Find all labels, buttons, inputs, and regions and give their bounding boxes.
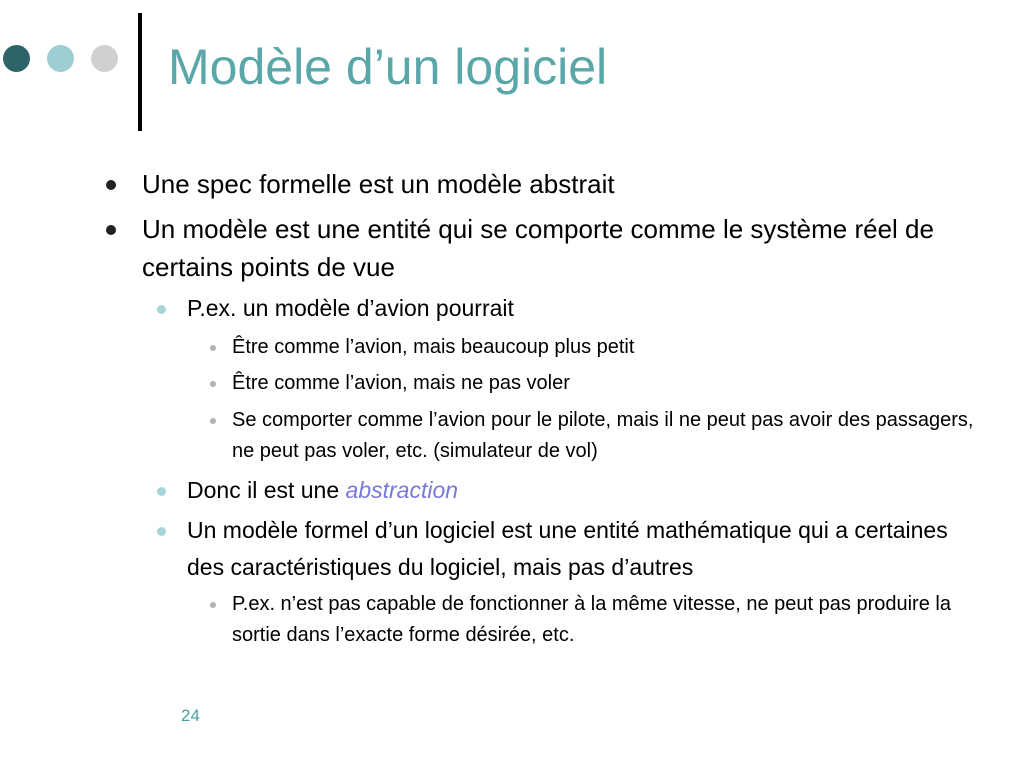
bullet-item bbox=[142, 210, 1002, 286]
page-number: 24 bbox=[181, 706, 200, 725]
slide-title: Modèle d’un logiciel bbox=[168, 39, 608, 95]
sub-bullet-dot bbox=[157, 305, 166, 314]
title-divider bbox=[138, 13, 142, 131]
decor-dot-light bbox=[47, 45, 74, 72]
sub-bullet-text: Un modèle formel d’un logiciel est une entité mathématique qui a certaines des caractéristiques du logiciel, mais pas d’autres bbox=[187, 517, 948, 580]
sub-sub-bullet-dot bbox=[210, 418, 216, 424]
bullet-dot bbox=[106, 225, 116, 235]
bullet-text: Une spec formelle est un modèle abstrait bbox=[142, 169, 615, 199]
bullet-dot bbox=[106, 180, 116, 190]
bullet-text: Un modèle est une entité qui se comporte comme le système réel de certains points de vue bbox=[142, 214, 934, 282]
emphasis-text: abstraction bbox=[345, 477, 459, 503]
sub-sub-bullet-dot bbox=[210, 345, 216, 351]
decor-dot-dark bbox=[3, 45, 30, 72]
sub-sub-bullet-item bbox=[232, 332, 992, 363]
sub-sub-bullet-item bbox=[232, 589, 992, 651]
sub-sub-bullet-text: Être comme l’avion, mais ne pas voler bbox=[232, 372, 570, 394]
sub-sub-bullet-dot bbox=[210, 602, 216, 608]
decor-dot-gray bbox=[91, 45, 118, 72]
sub-bullet-dot bbox=[157, 527, 166, 536]
sub-sub-bullet-text: P.ex. n’est pas capable de fonctionner à la même vitesse, ne peut pas produire la sortie dans l’exacte forme désirée, etc. bbox=[232, 593, 951, 646]
sub-sub-bullet-text: Être comme l’avion, mais beaucoup plus petit bbox=[232, 336, 635, 358]
sub-bullet-prefix: Donc il est une bbox=[187, 477, 346, 503]
bullet-item bbox=[142, 165, 1002, 203]
sub-sub-bullet-item bbox=[232, 405, 992, 467]
sub-sub-bullet-dot bbox=[210, 381, 216, 387]
sub-bullet-item bbox=[187, 290, 987, 327]
sub-sub-bullet-text: Se comporter comme l’avion pour le pilote, mais il ne peut pas avoir des passagers, ne peut pas voler, etc. (simulateur de vol) bbox=[232, 409, 974, 462]
sub-bullet-item bbox=[187, 472, 987, 509]
sub-bullet-dot bbox=[157, 487, 166, 496]
sub-bullet-text: P.ex. un modèle d’avion pourrait bbox=[187, 295, 514, 321]
sub-bullet-item bbox=[187, 512, 987, 586]
sub-sub-bullet-item bbox=[232, 368, 992, 399]
sub-bullet-text bbox=[187, 477, 458, 503]
